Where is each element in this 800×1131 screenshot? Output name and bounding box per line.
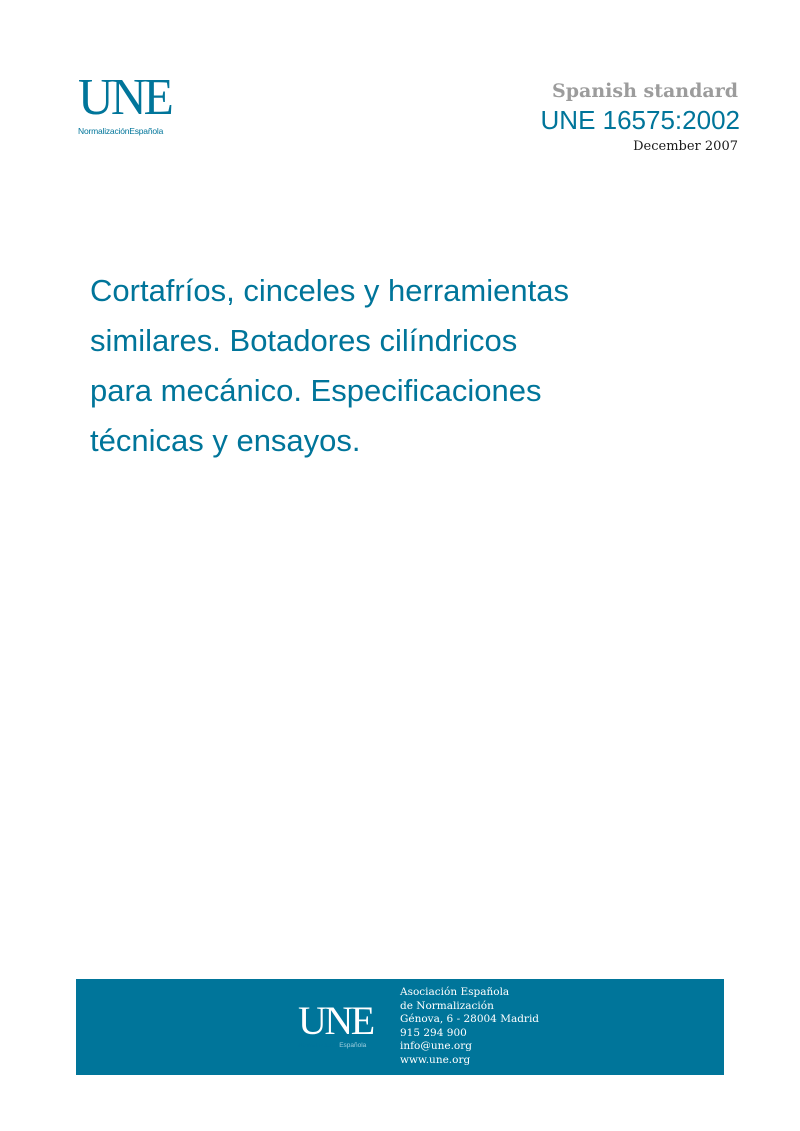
org-email: info@une.org: [400, 1040, 472, 1053]
une-logo-mark: UNE: [78, 69, 171, 126]
standard-date: December 2007: [633, 139, 738, 154]
org-name-line2: de Normalización: [400, 999, 494, 1012]
footer-une-logo: [298, 998, 388, 1049]
org-website: www.une.org: [400, 1053, 471, 1066]
title-line: técnicas y ensayos.: [90, 423, 361, 458]
title-line: para mecánico. Especificaciones: [90, 373, 542, 408]
footer-logo-tagline-b: Española: [339, 1042, 367, 1049]
une-logo-tagline-a: Normalización: [78, 126, 130, 136]
contact-info: [400, 986, 539, 1068]
standard-type: Spanish standard: [552, 80, 738, 102]
standard-header: [438, 78, 738, 156]
org-name-line1: Asociación Española: [400, 986, 510, 998]
title-line: similares. Botadores cilíndricos: [90, 323, 518, 358]
une-logo: [78, 69, 198, 136]
footer-logo-tagline: [298, 1042, 388, 1049]
org-phone: 915 294 900: [400, 1026, 467, 1039]
une-logo-tagline: [78, 126, 198, 136]
title-line: Cortafríos, cinceles y herramientas: [90, 273, 569, 308]
une-logo-tagline-b: Española: [129, 126, 164, 136]
footer-logo-tagline-a: Normalización: [298, 1042, 340, 1049]
standard-code: UNE 16575:2002: [540, 105, 740, 135]
footer-logo-mark: UNE: [298, 998, 373, 1043]
document-title: [90, 266, 630, 466]
org-address: Génova, 6 - 28004 Madrid: [400, 1013, 540, 1026]
footer-band: [76, 979, 724, 1075]
